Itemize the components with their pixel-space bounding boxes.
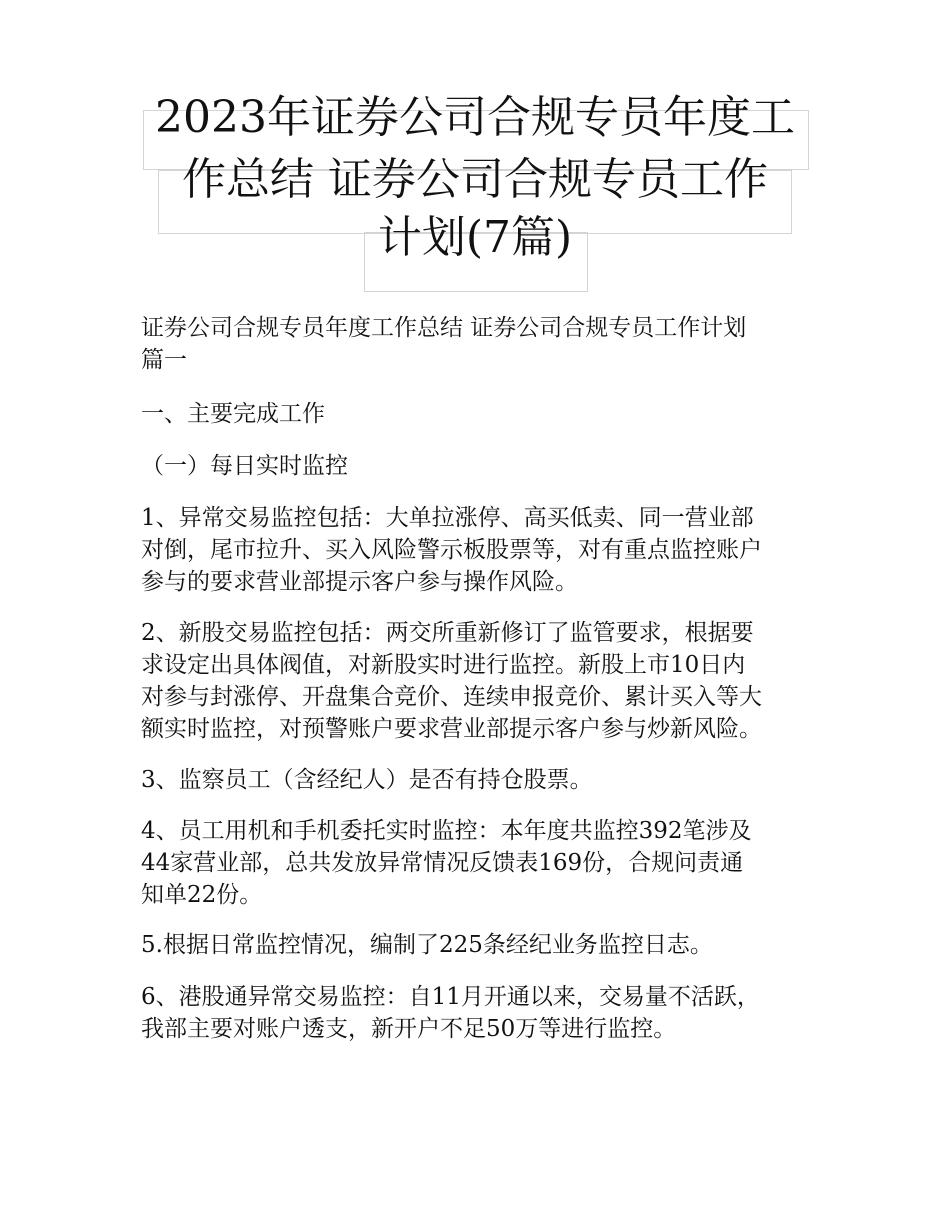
title-line-3: 计划(7篇) [377,212,573,263]
paragraph-6-line-2: 我部主要对账户透支，新开户不足50万等进行监控。 [141,1016,677,1042]
doc-heading-line-1: 证券公司合规专员年度工作总结 证券公司合规专员工作计划 [141,315,747,341]
paragraph-2-line-1: 2、新股交易监控包括：两交所重新修订了监管要求，根据要 [141,620,754,646]
paragraph-4-line-2: 44家营业部，总共发放异常情况反馈表169份，合规问责通 [141,850,744,876]
paragraph-3-line-1: 3、监察员工（含经纪人）是否有持仓股票。 [141,767,593,793]
title-line-1: 2023年证券公司合规专员年度工 [155,92,795,143]
paragraph-2-line-4: 额实时监控，对预警账户要求营业部提示客户参与炒新风险。 [141,716,762,742]
paragraph-6-line-1: 6、港股通异常交易监控：自11月开通以来，交易量不活跃， [141,984,760,1010]
paragraph-1-line-2: 对倒，尾市拉升、买入风险警示板股票等，对有重点监控账户 [141,537,762,563]
paragraph-2-line-3: 对参与封涨停、开盘集合竞价、连续申报竞价、累计买入等大 [141,684,762,710]
section-heading: 一、主要完成工作 [141,401,325,427]
paragraph-1-line-3: 参与的要求营业部提示客户参与操作风险。 [141,569,578,595]
paragraph-4-line-1: 4、员工用机和手机委托实时监控：本年度共监控392笔涉及 [141,818,752,844]
doc-heading-line-2: 篇一 [141,347,187,373]
subsection-heading: （一）每日实时监控 [141,453,348,479]
paragraph-1-line-1: 1、异常交易监控包括：大单拉涨停、高买低卖、同一营业部 [141,505,754,531]
paragraph-5-line-1: 5.根据日常监控情况，编制了225条经纪业务监控日志。 [141,932,713,958]
title-line-2: 作总结 证券公司合规专员工作 [182,154,768,205]
paragraph-2-line-2: 求设定出具体阀值，对新股实时进行监控。新股上市10日内 [141,652,746,678]
paragraph-4-line-3: 知单22份。 [141,882,263,908]
